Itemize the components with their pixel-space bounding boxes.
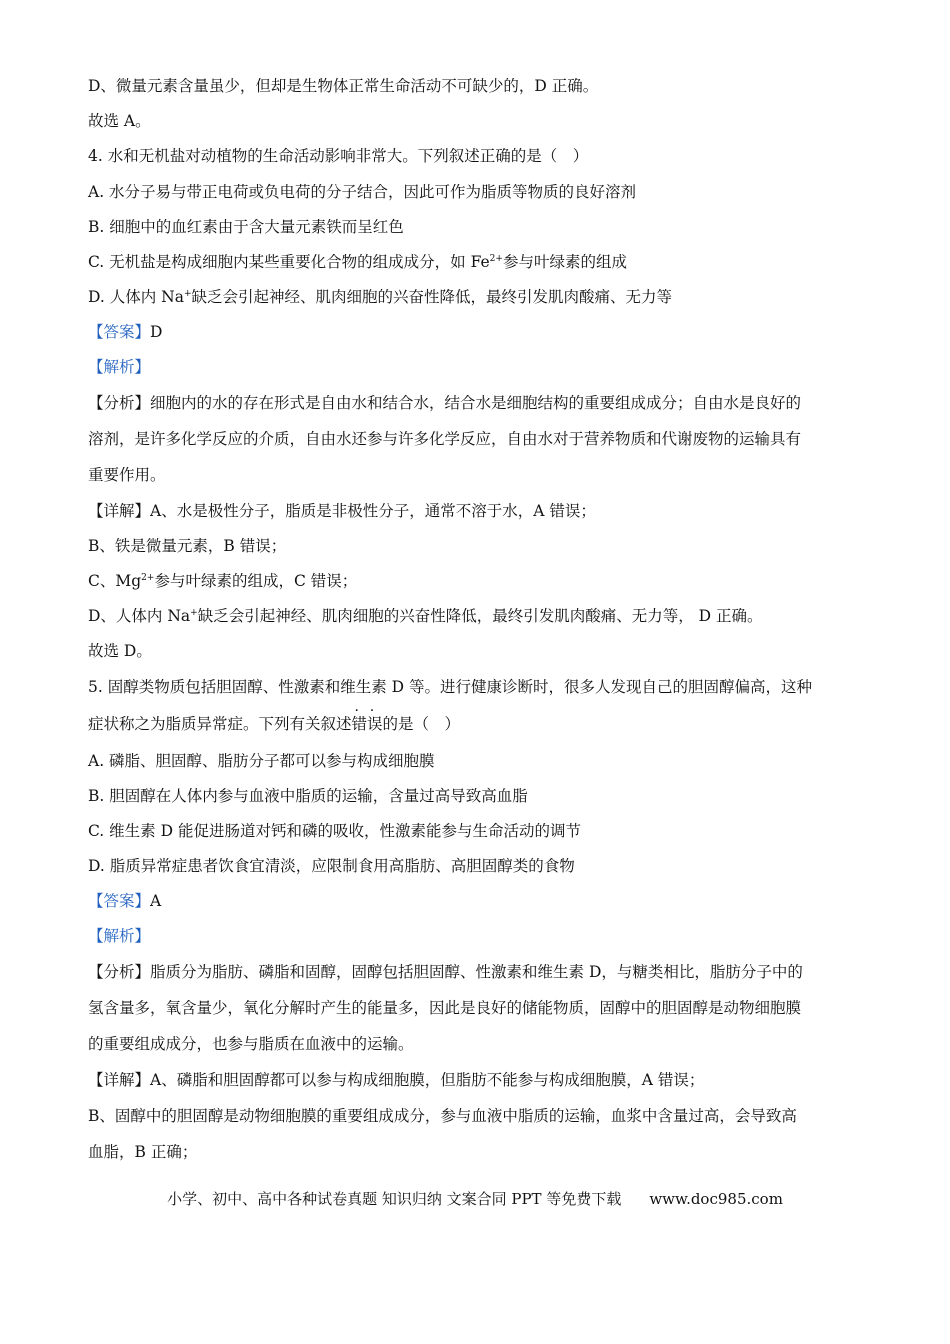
page-footer xyxy=(0,1188,950,1209)
text-line: 故选 A。 xyxy=(88,112,151,130)
question-4-option-b: B. 细胞中的血红素由于含大量元素铁而呈红色 xyxy=(88,218,404,236)
question-5-stem: 症状称之为脂质异常症。下列有关叙述· · 错误的是（ ） xyxy=(88,713,460,735)
question-5-option-c: C. 维生素 D 能促进肠道对钙和磷的吸收，性激素能参与生命活动的调节 xyxy=(88,822,581,840)
question-4-option-a: A. 水分子易与带正电荷或负电荷的分子结合，因此可作为脂质等物质的良好溶剂 xyxy=(88,183,637,201)
analysis-tag: 【解析】 xyxy=(88,358,151,376)
answer-tag: 【答案】 xyxy=(88,892,151,910)
footer-url-link[interactable]: www.doc985.com xyxy=(649,1190,783,1208)
answer-line: 【答案】A xyxy=(88,892,162,910)
detail-label: 【详解】 xyxy=(88,1071,151,1089)
analysis-line: 的重要组成成分，也参与脂质在血液中的运输。 xyxy=(88,1035,414,1053)
detail-line: 血脂，B 正确； xyxy=(88,1143,198,1161)
question-5-option-a: A. 磷脂、胆固醇、脂肪分子都可以参与构成细胞膜 xyxy=(88,752,435,770)
question-5-option-b: B. 胆固醇在人体内参与血液中脂质的运输，含量过高导致高血脂 xyxy=(88,787,528,805)
emphasis-dots: · · 错误 xyxy=(352,713,383,735)
analysis-line: 重要作用。 xyxy=(88,466,166,484)
answer-line: 【答案】D xyxy=(88,323,163,341)
detail-line: B、铁是微量元素，B 错误； xyxy=(88,537,287,555)
detail-line: C、$Mg^{2+}$参与叶绿素的组成，C 错误； xyxy=(88,572,358,590)
detail-label: 【详解】 xyxy=(88,502,151,520)
analysis-line: 【分析】细胞内的水的存在形式是自由水和结合水，结合水是细胞结构的重要组成成分；自由水是良好的 xyxy=(88,394,802,412)
analysis-label: 【分析】 xyxy=(88,394,151,412)
analysis-tag: 【解析】 xyxy=(88,927,151,945)
question-4-stem: 4. 水和无机盐对动植物的生命活动影响非常大。下列叙述正确的是（ ） xyxy=(88,147,589,165)
analysis-line: 溶剂，是许多化学反应的介质，自由水还参与许多化学反应，自由水对于营养物质和代谢废物的运输具有 xyxy=(88,430,802,448)
detail-line: 【详解】A、水是极性分子，脂质是非极性分子，通常不溶于水，A 错误； xyxy=(88,502,596,520)
detail-line: B、固醇中的胆固醇是动物细胞膜的重要组成成分，参与血液中脂质的运输，血浆中含量过高，会导致高 xyxy=(88,1107,797,1125)
detail-line: 故选 D。 xyxy=(88,642,152,660)
analysis-label: 【分析】 xyxy=(88,963,151,981)
question-5-option-d: D. 脂质异常症患者饮食宜清淡，应限制食用高脂肪、高胆固醇类的食物 xyxy=(88,857,575,875)
detail-line: 【详解】A、磷脂和胆固醇都可以参与构成细胞膜，但脂肪不能参与构成细胞膜，A 错误； xyxy=(88,1071,705,1089)
question-4-option-c: C. 无机盐是构成细胞内某些重要化合物的组成成分，如 $Fe^{2+}$参与叶绿素的组成 xyxy=(88,253,627,271)
question-5-stem: 5. 固醇类物质包括胆固醇、性激素和维生素 D 等。进行健康诊断时，很多人发现自己的胆固醇偏高，这种 xyxy=(88,678,813,696)
answer-tag: 【答案】 xyxy=(88,323,151,341)
detail-line: D、人体内 Na+缺乏会引起神经、肌肉细胞的兴奋性降低，最终引发肌肉酸痛、无力等， D 正确。 xyxy=(88,607,763,625)
analysis-line: 【分析】脂质分为脂肪、磷脂和固醇，固醇包括胆固醇、性激素和维生素 D，与糖类相比，脂肪分子中的 xyxy=(88,963,803,981)
analysis-line: 氢含量多，氧含量少，氧化分解时产生的能量多，因此是良好的储能物质，固醇中的胆固醇是动物细胞膜 xyxy=(88,999,802,1017)
question-4-option-d: D. 人体内 Na+缺乏会引起神经、肌肉细胞的兴奋性降低，最终引发肌肉酸痛、无力等 xyxy=(88,288,673,306)
text-line: D、微量元素含量虽少，但却是生物体正常生命活动不可缺少的，D 正确。 xyxy=(88,77,599,95)
footer-text: 小学、初中、高中各种试卷真题 知识归纳 文案合同 PPT 等免费下载 xyxy=(167,1190,622,1208)
